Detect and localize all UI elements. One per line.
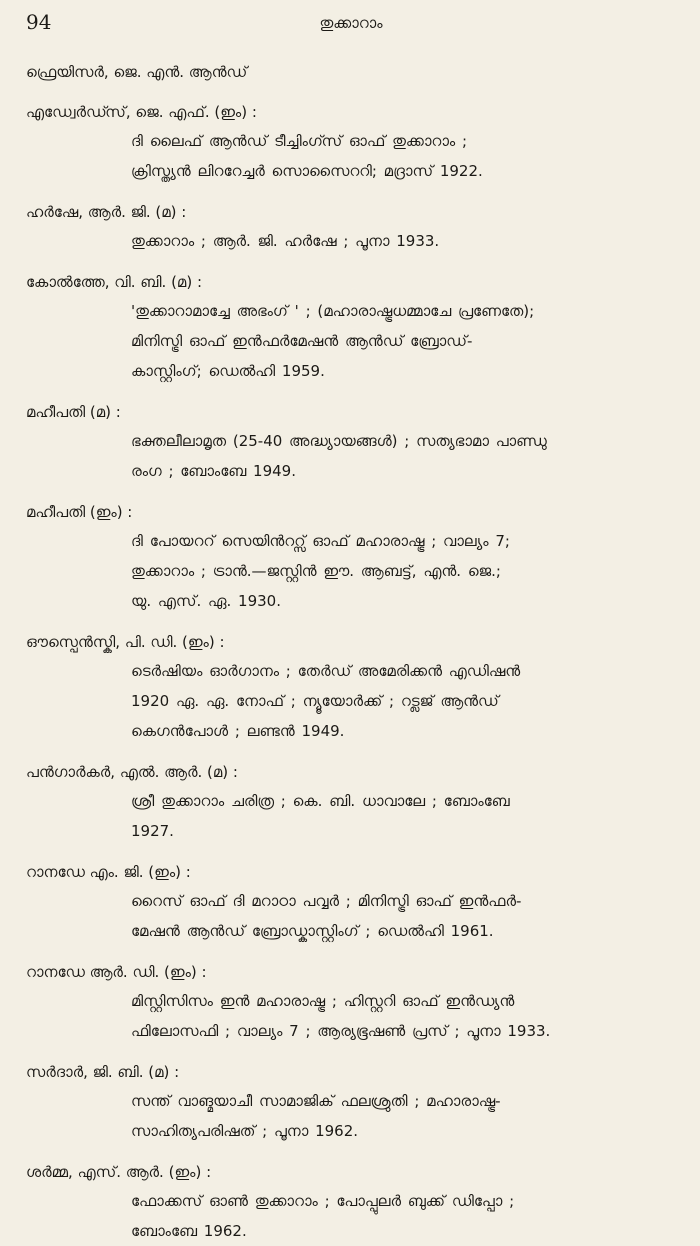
entry-author: മഹീപതി (മ) : — [26, 403, 121, 421]
bibliography-entry — [26, 758, 676, 846]
entry-detail-line: റൈസ് ഓഫ് ദി മറാഠാ പവ്വർ ; മിനിസ്ട്രി ഓഫ് ഇൻഫർ- — [131, 892, 522, 910]
entry-detail-line: 1927. — [131, 822, 174, 840]
entry-details — [26, 126, 676, 186]
entry-details — [26, 886, 676, 946]
entry-detail-line: കെഗൻപോൾ ; ലണ്ടൻ 1949. — [131, 722, 345, 740]
entry-detail-line: സന്ത് വാങ്മയാചീ സാമാജിക് ഫലശ്രുതി ; മഹാരാഷ്ട്ര- — [131, 1092, 501, 1110]
entry-detail-line: തുക്കാറാം ; ട്രാൻ.—ജസ്റ്റിൻ ഈ. ആബട്ട്, എൻ. ജെ.; — [131, 562, 501, 580]
bibliography-entry — [26, 98, 676, 186]
entry-details — [26, 426, 676, 486]
entry-detail-line: 'തുക്കാറാമാച്ചേ അഭംഗ് ' ; (മഹാരാഷ്ട്രധമ്മാചേ പ്രണേതേ); — [131, 302, 535, 320]
entry-detail-line: ഭക്തലീലാമൃത (25-40 അദ്ധ്യായങ്ങൾ) ; സത്യഭാമാ പാണ്ഡു — [131, 432, 547, 450]
bibliography-entry — [26, 268, 676, 386]
entry-author: റാനഡേ എം. ജി. (ഇം) : — [26, 863, 191, 881]
entry-detail-line: യു. എസ്. ഏ. 1930. — [131, 592, 281, 610]
page-header — [26, 10, 676, 46]
entry-detail-line: മിനിസ്ട്രി ഓഫ് ഇൻഫർമേഷൻ ആൻഡ് ബ്രോഡ്- — [131, 332, 473, 350]
entry-detail-line: ദി പോയററ് സെയിൻററ്സ് ഓഫ് മഹാരാഷ്ട്ര ; വാല്യം 7; — [131, 532, 510, 550]
entry-details — [26, 656, 676, 746]
bibliography-entry — [26, 1058, 676, 1146]
entry-author: സർദാർ, ജി. ബി. (മ) : — [26, 1063, 180, 1081]
bibliography-entry — [26, 58, 676, 86]
entry-detail-line: രംഗ ; ബോംബേ 1949. — [131, 462, 296, 480]
entry-author: റാനഡേ ആർ. ഡി. (ഇം) : — [26, 963, 207, 981]
entry-details — [26, 1186, 676, 1246]
bibliography-list — [26, 58, 676, 1246]
entry-author: കോൽത്തേ, വി. ബി. (മ) : — [26, 273, 203, 291]
page-number: 94 — [26, 10, 52, 34]
entry-detail-line: തുക്കാറാം ; ആർ. ജി. ഹർഷേ ; പൂനാ 1933. — [131, 232, 440, 250]
entry-detail-line: ബോംബേ 1962. — [131, 1222, 247, 1240]
entry-detail-line: ഫിലോസഫി ; വാല്യം 7 ; ആര്യഭൂഷൺ പ്രസ് ; പൂനാ 1933. — [131, 1022, 551, 1040]
entry-details — [26, 296, 676, 386]
entry-details — [26, 526, 676, 616]
entry-author: ശർമ്മ, എസ്. ആർ. (ഇം) : — [26, 1163, 212, 1181]
entry-detail-line: ക്രിസ്ത്യൻ ലിററേച്ചർ സൊസൈററി; മദ്രാസ് 1922. — [131, 162, 483, 180]
entry-author: ഹർഷേ, ആർ. ജി. (മ) : — [26, 203, 187, 221]
entry-details — [26, 986, 676, 1046]
bibliography-entry — [26, 628, 676, 746]
entry-detail-line: ദി ലൈഫ് ആൻഡ് ടീച്ചിംഗ്സ് ഓഫ് തുക്കാറാം ; — [131, 132, 468, 150]
running-title: തുക്കാറാം — [319, 14, 383, 32]
entry-detail-line: 1920 ഏ. ഏ. നോഫ് ; ന്യൂയോർക്ക് ; റട്ലജ് ആൻഡ് — [131, 692, 499, 710]
entry-author: മഹീപതി (ഇം) : — [26, 503, 133, 521]
entry-detail-line: ഫോക്കസ് ഓൺ തുക്കാറാം ; പോപ്പുലർ ബുക്ക് ഡിപ്പോ ; — [131, 1192, 515, 1210]
entry-detail-line: ടെർഷിയം ഓർഗാനം ; തേർഡ് അമേരിക്കൻ എഡിഷൻ — [131, 662, 521, 680]
bibliography-entry — [26, 498, 676, 616]
bibliography-entry — [26, 198, 676, 256]
entry-author: പൻഗാർകർ, എൽ. ആർ. (മ) : — [26, 763, 238, 781]
entry-detail-line: മിസ്റ്റിസിസം ഇൻ മഹാരാഷ്ട്ര ; ഹിസ്റ്ററി ഓഫ് ഇൻഡ്യൻ — [131, 992, 515, 1010]
entry-author: ഔസ്പെൻസ്കി, പി. ഡി. (ഇം) : — [26, 633, 225, 651]
entry-author: ഫ്രെയിസർ, ജെ. എൻ. ആൻഡ് — [26, 63, 248, 81]
entry-details — [26, 786, 676, 846]
entry-detail-line: കാസ്റ്റിംഗ്; ഡെൽഹി 1959. — [131, 362, 325, 380]
entry-detail-line: സാഹിത്യപരിഷത് ; പൂനാ 1962. — [131, 1122, 359, 1140]
bibliography-entry — [26, 958, 676, 1046]
bibliography-entry — [26, 398, 676, 486]
entry-details — [26, 226, 676, 256]
bibliography-entry — [26, 1158, 676, 1246]
entry-detail-line: മേഷൻ ആൻഡ് ബ്രോഡ്കാസ്റ്റിംഗ് ; ഡെൽഹി 1961. — [131, 922, 494, 940]
entry-detail-line: ശ്രീ തുക്കാറാം ചരിത്ര ; കെ. ബി. ധാവാലേ ; ബോംബേ — [131, 792, 510, 810]
bibliography-entry — [26, 858, 676, 946]
entry-details — [26, 1086, 676, 1146]
entry-author: എഡ്വേർഡ്സ്, ജെ. എഫ്. (ഇം) : — [26, 103, 257, 121]
